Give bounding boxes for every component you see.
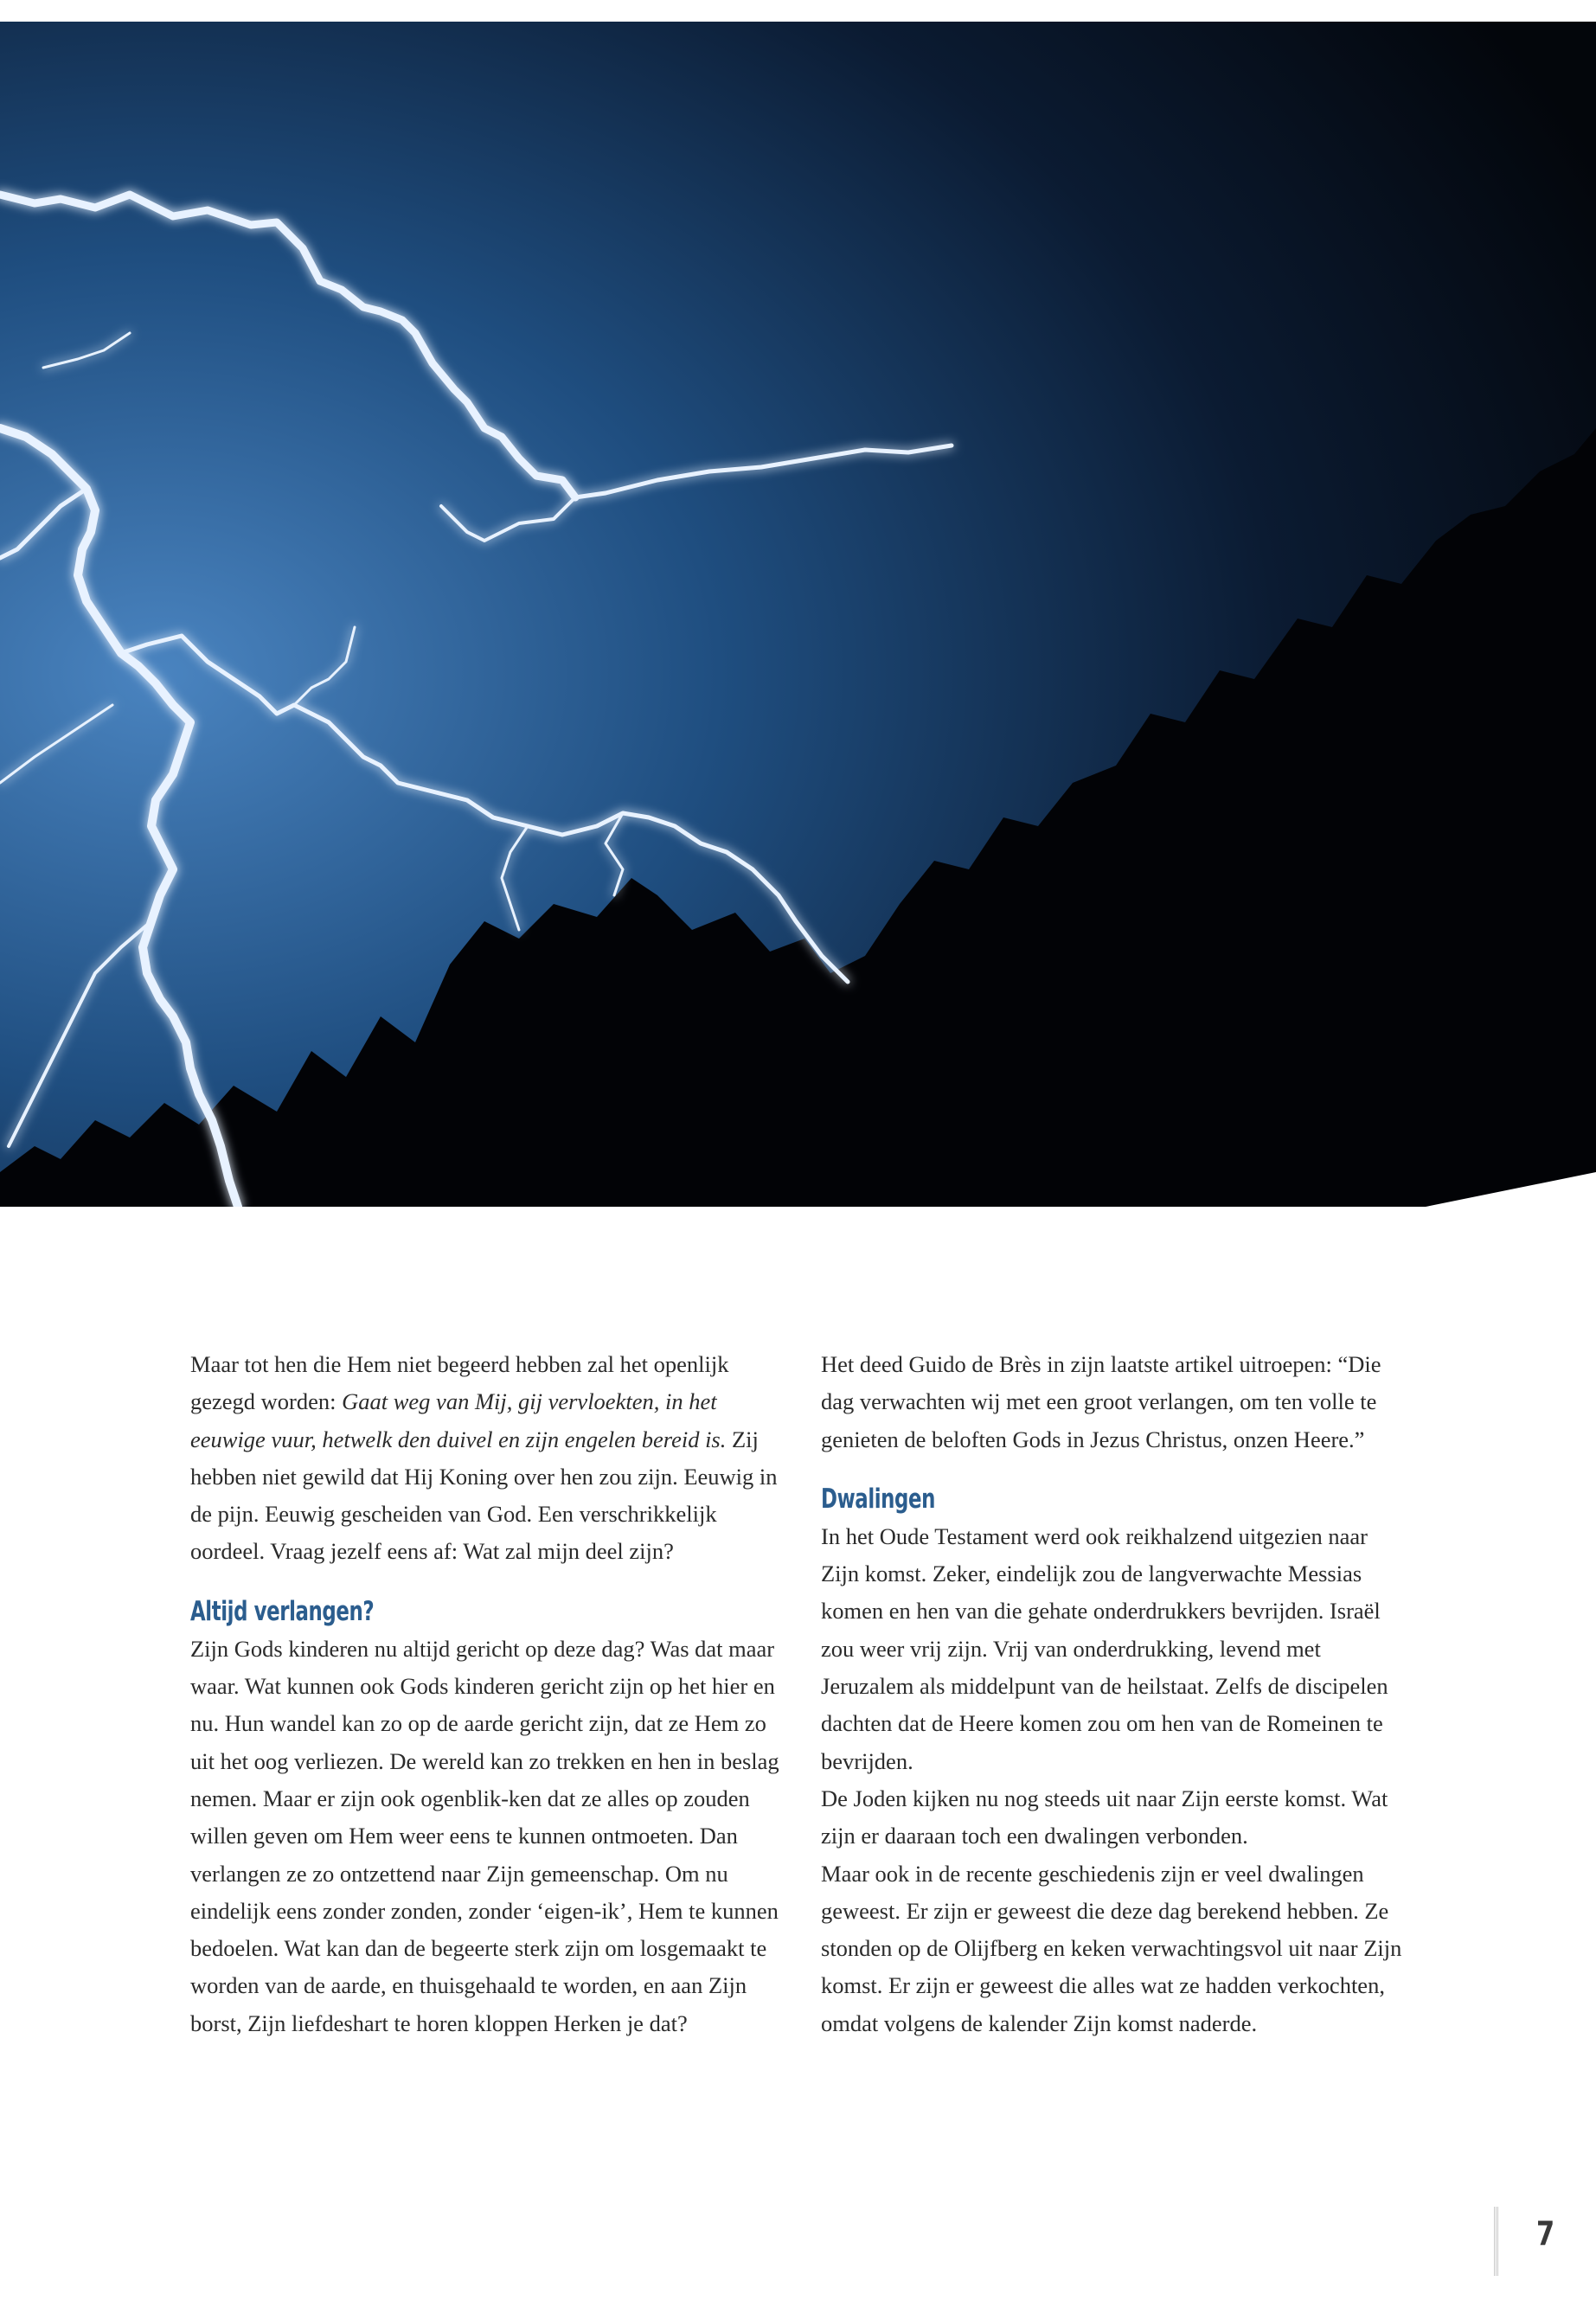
body-paragraph: Zijn Gods kinderen nu altijd gericht op deze dag? Was dat maar waar. Wat kunnen ook Gods kinderen gericht zijn op het hier en nu. Hun wandel kan zo op de aarde gericht zijn, dat ze Hem zo uit het oog verliezen. De wereld kan zo trekken en hen in beslag nemen. Maar er zijn ook ogenblik-ken dat ze alles op zouden willen geven om Hem weer eens te kunnen ontmoeten. Dan verlangen ze zo ontzettend naar Zijn gemeenschap. Om nu eindelijk eens zonder zonden, zonder ‘eigen-ik’, Hem te kunnen bedoelen. Wat kan dan de begeerte sterk zijn om losgemaakt te worden van de aarde, en thuisgehaald te worden, en aan Zijn borst, Zijn liefdeshart te horen kloppen Herken je dat? [190, 1635, 779, 2036]
paragraph-joden: De Joden kijken nu nog steeds uit naar Zijn eerste komst. Wat zijn er daaraan toch een dwalingen verbonden. [821, 1785, 1388, 1849]
page-number-divider [1494, 2207, 1499, 2276]
paragraph-recente-geschiedenis: Maar ook in de recente geschiedenis zijn er veel dwalingen geweest. Er zijn er geweest die deze dag berekend hebben. Ze stonden op de Olijfberg en keken verwachtingsvol uit naar Zijn komst. Er zijn er geweest die alles wat ze hadden verkochten, omdat volgens de kalender Zijn komst naderde. [821, 1860, 1402, 2036]
intro-paragraph: Maar tot hen die Hem niet begeerd hebben zal het openlijk gezegd worden: Gaat weg van Mij, gij vervloekten, in het eeuwige vuur, hetwelk den duivel en zijn engelen bereid is. Zij hebben niet gewild dat Hij Koning over hen zou zijn. Eeuwig in de pijn. Eeuwig gescheiden van God. Een verschrikkelijk oordeel. Vraag jezelf eens af: Wat zal mijn deel zijn? [190, 1351, 778, 1565]
paragraph-old-testament: In het Oude Testament werd ook reikhalzend uitgezien naar Zijn komst. Zeker, eindelijk zou de langverwachte Messias komen en hen van die gehate onderdrukkers bevrijden. Israël zou weer vrij zijn. Vrij van onderdrukking, levend met Jeruzalem als middelpunt van de heilstaat. Zelfs de discipelen dachten dat de Heere komen zou om hen van de Romeinen te bevrijden. [821, 1522, 1388, 1774]
right-column [821, 1346, 1409, 2042]
left-column [190, 1346, 787, 2042]
bible-quote: Gaat weg van Mij, gij vervloekten, in het eeuwige vuur, hetwelk den duivel en zijn engelen bereid is. [190, 1388, 727, 1452]
intro-paragraph-right: Het deed Guido de Brès in zijn laatste artikel uitroepen: “Die dag verwachten wij met een groot verlangen, om ten volle te genieten de beloften Gods in Jezus Christus, onzen Heere.” [821, 1351, 1381, 1452]
hero-photo [0, 22, 1596, 1207]
heading-altijd-verlangen: Altijd verlangen? [190, 1595, 375, 1627]
heading-dwalingen: Dwalingen [821, 1483, 935, 1515]
lightning-photo [0, 22, 1596, 1207]
page-number: 7 [1536, 2214, 1555, 2253]
